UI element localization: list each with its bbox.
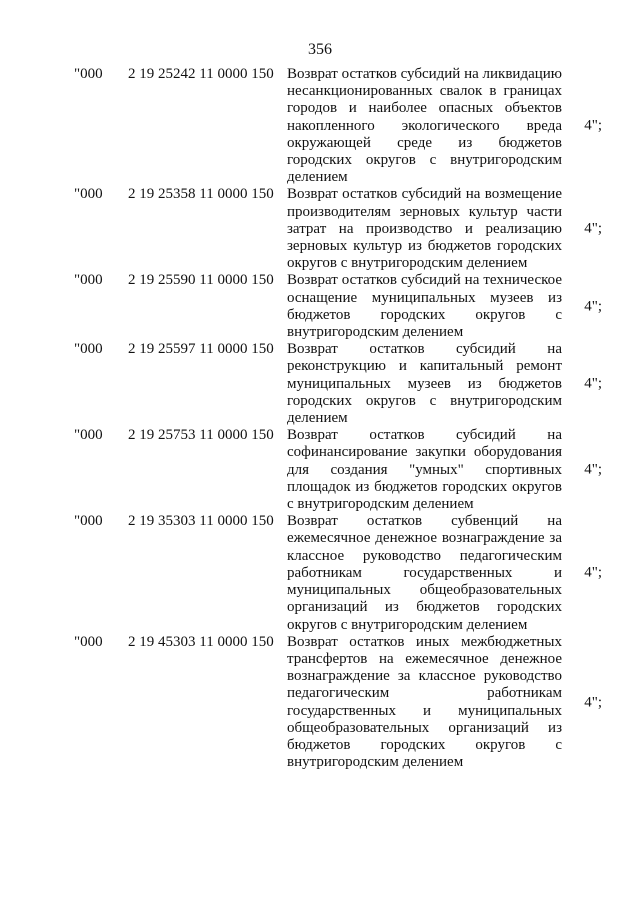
- list-item: [0, 634, 640, 772]
- list-item: [0, 272, 640, 341]
- budget-code-list: [0, 66, 640, 771]
- suffix: 4";: [584, 117, 602, 134]
- description: Возврат остатков субсидий на ликвидацию несанкционированных свалок в границах городов и наиболее опасных объектов накопленного экологического вреда окружающей среде из бюджетов городских округов с внутригородским делением: [287, 66, 562, 186]
- description: Возврат остатков субсидий на реконструкцию и капитальный ремонт муниципальных музеев из бюджетов городских округов с внутригородским делением: [287, 341, 562, 427]
- budget-code: 2 19 45303 11 0000 150: [128, 633, 274, 650]
- list-item: [0, 186, 640, 272]
- suffix: 4";: [584, 220, 602, 237]
- budget-code: 2 19 25358 11 0000 150: [128, 186, 274, 203]
- prefix-code: "000: [74, 272, 103, 289]
- description: Возврат остатков субсидий на возмещение производителям зерновых культур части затрат на производство и реализацию зерновых культур из бюджетов городских округов с внутригородским делением: [287, 186, 562, 272]
- budget-code: 2 19 25753 11 0000 150: [128, 427, 274, 444]
- prefix-code: "000: [74, 427, 103, 444]
- prefix-code: "000: [74, 66, 103, 82]
- description: Возврат остатков субсидий на техническое оснащение муниципальных музеев из бюджетов городских округов с внутригородским делением: [287, 272, 562, 341]
- list-item: [0, 427, 640, 513]
- prefix-code: "000: [74, 186, 103, 203]
- prefix-code: "000: [74, 341, 103, 358]
- budget-code: 2 19 25597 11 0000 150: [128, 341, 274, 358]
- suffix: 4";: [584, 694, 602, 711]
- budget-code: 2 19 25242 11 0000 150: [128, 66, 274, 82]
- suffix: 4";: [584, 564, 602, 581]
- description: Возврат остатков субвенций на ежемесячное денежное вознаграждение за классное руководство педагогическим работникам государственных и муниципальных общеобразовательных организаций из бюджетов городских округов с внутригородским делением: [287, 513, 562, 633]
- budget-code: 2 19 35303 11 0000 150: [128, 513, 274, 530]
- prefix-code: "000: [74, 633, 103, 650]
- list-item: [0, 341, 640, 427]
- page-number: 356: [308, 41, 332, 58]
- prefix-code: "000: [74, 513, 103, 530]
- budget-code: 2 19 25590 11 0000 150: [128, 272, 274, 289]
- suffix: 4";: [584, 375, 602, 392]
- suffix: 4";: [584, 298, 602, 315]
- description: Возврат остатков иных межбюджетных трансфертов на ежемесячное денежное вознаграждение за классное руководство педагогическим работникам государственных и муниципальных общеобразовательных организаций из бюджетов городских округов с внутригородским делением: [287, 633, 562, 771]
- list-item: [0, 66, 640, 186]
- list-item: [0, 513, 640, 633]
- suffix: 4";: [584, 461, 602, 478]
- description: Возврат остатков субсидий на софинансирование закупки оборудования для создания "умных" спортивных площадок из бюджетов городских округов с внутригородским делением: [287, 427, 562, 513]
